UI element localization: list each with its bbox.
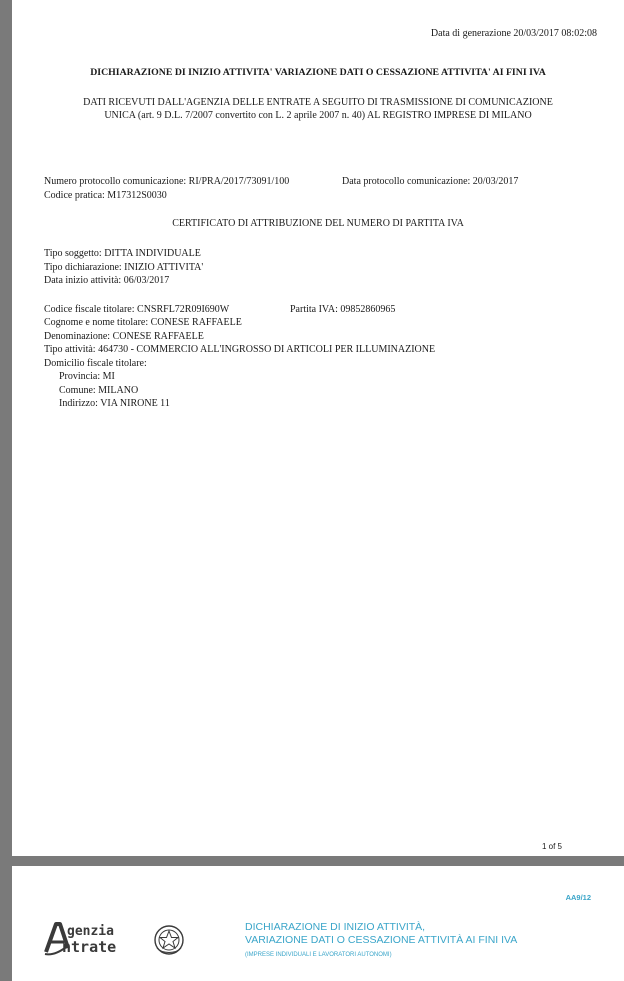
certificate-title: CERTIFICATO DI ATTRIBUZIONE DEL NUMERO DI PARTITA IVA <box>172 218 464 229</box>
document-subtitle <box>12 96 624 122</box>
protocol-number: Numero protocollo comunicazione: RI/PRA/2017/73091/100 <box>44 176 290 187</box>
form-code: AA9/12 <box>565 893 591 902</box>
activity-type: Tipo attività: 464730 - COMMERCIO ALL'INGROSSO DI ARTICOLI PER ILLUMINAZIONE <box>44 344 436 355</box>
subject-type <box>44 247 203 288</box>
subject-type-line: Tipo soggetto: DITTA INDIVIDUALE <box>44 248 201 259</box>
logo-graphic <box>42 918 187 958</box>
declaration-type-line: Tipo dichiarazione: INIZIO ATTIVITA' <box>44 261 204 273</box>
holder-details <box>44 316 435 411</box>
protocol-date: Data protocollo comunicazione: 20/03/2017 <box>342 176 519 187</box>
subtitle-line-2: UNICA (art. 9 D.L. 7/2007 convertito con L. 2 aprile 2007 n. 40) AL REGISTRO IMPRESE DI MILANO <box>104 110 532 121</box>
logo-line-1: genzia <box>67 924 114 939</box>
vat-number: Partita IVA: 09852860965 <box>290 304 396 315</box>
document-title: DICHIARAZIONE DI INIZIO ATTIVITA' VARIAZIONE DATI O CESSAZIONE ATTIVITA' AI FINI IVA <box>90 67 546 78</box>
province: Provincia: MI <box>59 371 115 382</box>
footer-subtitle: (IMPRESE INDIVIDUALI E LAVORATORI AUTONOMI) <box>245 952 392 958</box>
footer-title-line-1: DICHIARAZIONE DI INIZIO ATTIVITÀ, <box>245 921 426 933</box>
document-page-1 <box>12 0 624 856</box>
republic-emblem-icon <box>155 926 183 954</box>
logo-line-2: ntrate <box>62 938 117 956</box>
fiscal-domicile-label: Domicilio fiscale titolare: <box>44 357 147 369</box>
holder-name: Cognome e nome titolare: CONESE RAFFAELE <box>44 317 242 328</box>
denomination: Denominazione: CONESE RAFFAELE <box>44 330 204 342</box>
municipality: Comune: MILANO <box>59 384 139 396</box>
footer-title <box>245 921 517 946</box>
footer-title-line-2: VARIAZIONE DATI O CESSAZIONE ATTIVITÀ AI FINI IVA <box>245 933 518 946</box>
subtitle-line-1: DATI RICEVUTI DALL'AGENZIA DELLE ENTRATE A SEGUITO DI TRASMISSIONE DI COMUNICAZIONE <box>83 97 553 108</box>
agenzia-entrate-logo <box>42 918 187 958</box>
generation-date: Data di generazione 20/03/2017 08:02:08 <box>430 28 597 39</box>
practice-code: Codice pratica: M17312S0030 <box>44 190 167 201</box>
start-date-line: Data inizio attività: 06/03/2017 <box>44 275 170 286</box>
page-number: 1 of 5 <box>541 842 562 851</box>
address: Indirizzo: VIA NIRONE 11 <box>59 398 170 409</box>
document-page-2 <box>12 866 624 981</box>
tax-code: Codice fiscale titolare: CNSRFL72R09I690W <box>44 304 230 315</box>
